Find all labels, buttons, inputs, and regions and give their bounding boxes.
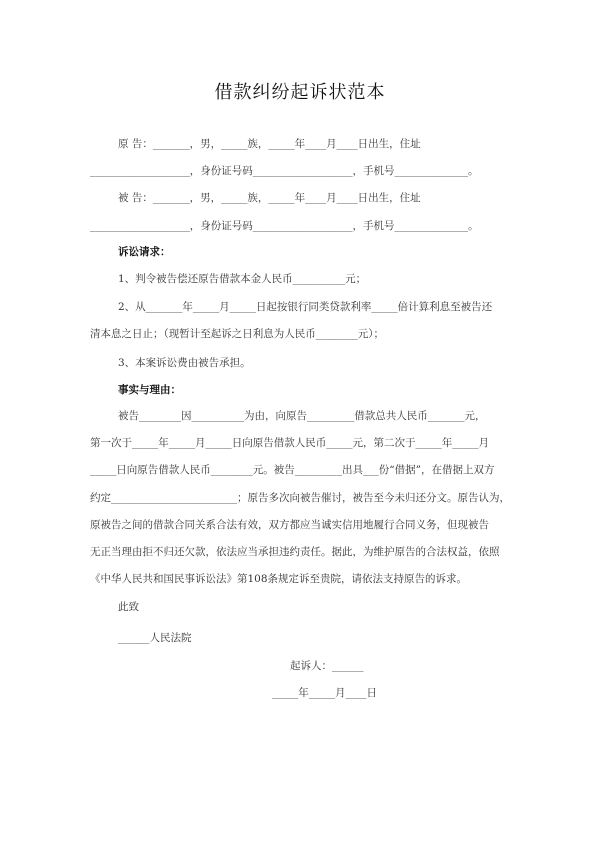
claim-item-2-cont: 清本息之日止；（现暂计至起诉之日利息为人民币________元）；: [90, 328, 384, 340]
facts-line-3: _____日向原告借款人民币________元。被告_________出具___份“借据”，在借据上双方: [90, 464, 495, 476]
plaintiff-line-1: 原 告：_______，男，_____族，_____年____月____日出生，住址: [118, 138, 421, 150]
facts-line-4: 约定________________________；原告多次向被告催讨，被告至今未归还分文。原告认为，: [90, 492, 510, 504]
facts-line-1: 被告________因__________为由，向原告_________借款总共人民币_______元，: [118, 410, 486, 422]
facts-line-7: 《中华人民共和国民事诉讼法》第108条规定诉至贵院，请依法支持原告的诉求。: [90, 573, 468, 585]
claim-item-3: 3、本案诉讼费由被告承担。: [118, 357, 251, 369]
claims-heading: 诉讼请求：: [118, 246, 171, 258]
defendant-line-2: ___________________，身份证号码___________________，手机号______________。: [90, 220, 479, 232]
salutation: 此致: [118, 601, 139, 613]
defendant-line-1: 被 告：_______，男，_____族，_____年____月____日出生，住址: [118, 192, 421, 204]
facts-heading: 事实与理由：: [118, 384, 181, 396]
claim-item-1: 1、判令被告偿还原告借款本金人民币__________元；: [118, 273, 367, 285]
facts-line-2: 第一次于_____年_____月_____日向原告借款人民币_____元，第二次于_____年_____月: [90, 437, 489, 449]
document-title: 借款纠纷起诉状范本: [214, 82, 386, 103]
facts-line-6: 无正当理由拒不归还欠款，依法应当承担违约责任。据此，为维护原告的合法权益，依照: [90, 546, 500, 558]
filing-date: _____年_____月____日: [272, 687, 377, 699]
facts-line-5: 原被告之间的借款合同关系合法有效，双方都应当诚实信用地履行合同义务，但现被告: [90, 519, 489, 531]
court-name: ______人民法院: [118, 632, 192, 644]
plaintiff-line-2: ___________________，身份证号码___________________，手机号______________。: [90, 165, 479, 177]
claim-item-2: 2、从_______年_____月_____日起按银行同类贷款利率_____倍计算利息至被告还: [118, 301, 493, 313]
plaintiff-signature: 起诉人：______: [290, 660, 364, 672]
